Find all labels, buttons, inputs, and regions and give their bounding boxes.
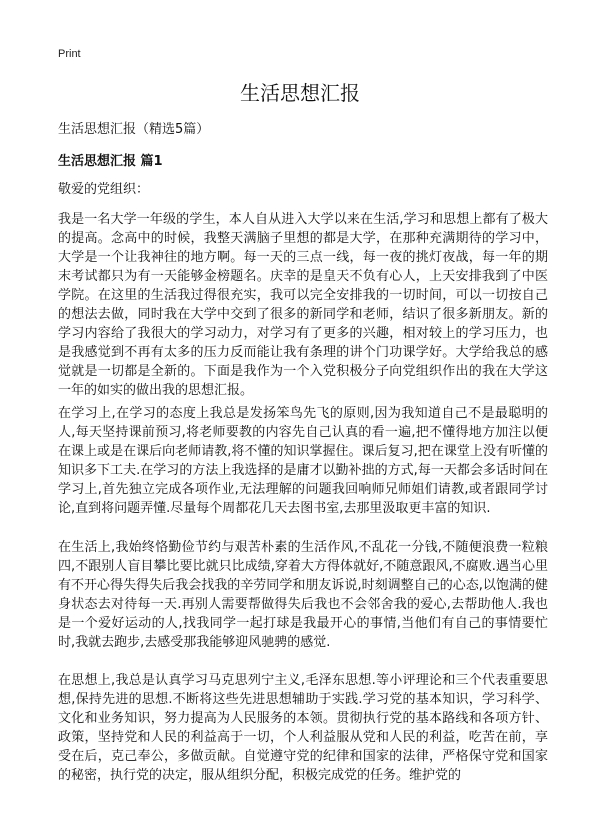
body-paragraph-2: 在学习上,在学习的态度上我总是发扬笨鸟先飞的原则,因为我知道自己不是最聪明的人,每天坚持课前预习,将老师要教的内容先自己认真的看一遍,把不懂得地方加注以便在课上或是在课后向老师请教,将不懂的知识掌握住。课后复习,把在课堂上没有听懂的知识多下工夫.在学习的方法上我选择的是庸才以勤补拙的方式,每一天都会多话时间在学习上,首先独立完成各项作业,无法理解的问题我回响师兄师姐们请教,或者跟同学讨论,直到将问题弄懂.尽量每个周都花几天去图书室,去那里汲取更丰富的知识. <box>58 406 548 516</box>
body-paragraph-4: 在思想上,我总是认真学习马克思列宁主义,毛泽东思想.等小评理论和三个代表重要思想,保持先进的思想.不断将这些先进思想辅助于实践.学习党的基本知识，学习科学、文化和业务知识，努力提高为人民服务的本领。贯彻执行党的基本路线和各项方针、政策，坚持党和人民的利益高于一切，个人利益服从党和人民的利益，吃苦在前，享受在后，克己奉公，多做贡献。自觉遵守党的纪律和国家的法律，严格保守党和国家的秘密，执行党的决定，服从组织分配，积极完成党的任务。维护党的 <box>58 673 548 783</box>
section-heading: 生活思想汇报 篇1 <box>58 154 163 169</box>
print-link[interactable]: Print <box>58 48 81 60</box>
salutation: 敬爱的党组织： <box>58 182 150 197</box>
body-paragraph-1: 我是一名大学一年级的学生，本人自从进入大学以来在生活,学习和思想上都有了极大的提高。念高中的时候，我整天满脑子里想的都是大学，在那种充满期待的学习中，大学是一个让我神往的地方啊。每一天的三点一线，每一夜的挑灯夜战，每一年的期末考试都只为有一天能够金榜题名。庆幸的是皇天不负有心人，上天安排我到了中医学院。在这里的生活我过得很充实，我可以完全安排我的一切时间，可以一切按自己的想法去做，同时我在大学中交到了很多的新同学和老师，结识了很多新朋友。新的学习内容给了我很大的学习动力，对学习有了更多的兴趣，相对较上的学习压力，也是我感觉到不再有太多的压力反而能让我有条理的讲个门功课学好。大学给我总的感觉就是一切都是全新的。下面是我作为一个入党积极分子向党组织作出的我在大学这一年的如实的做出我的思想汇报。 <box>58 212 548 398</box>
document-subtitle: 生活思想汇报（精选5篇） <box>58 122 210 137</box>
document-title: 生活思想汇报 <box>240 81 360 105</box>
body-paragraph-3: 在生活上,我始终恪勤俭节约与艰苦朴素的生活作风,不乱花一分钱,不随便浪费一粒粮四,不跟别人盲目攀比要比就只比成绩,穿着大方得体就好,不随意跟风,不腐败.遇当心里有不开心得失得失后我会找我的辛劳同学和朋友诉说,时刻调整自己的心态,以饱满的健身状态去对待每一天.再别人需要帮做得失后我也不会邻舍我的爱心,去帮助他人.我也是一个爱好运动的人,找我同学一起打球是我最开心的事情,当他们有自己的事情要忙时,我就去跑步,去感受那我能够迎风驰骋的感觉. <box>58 540 548 650</box>
